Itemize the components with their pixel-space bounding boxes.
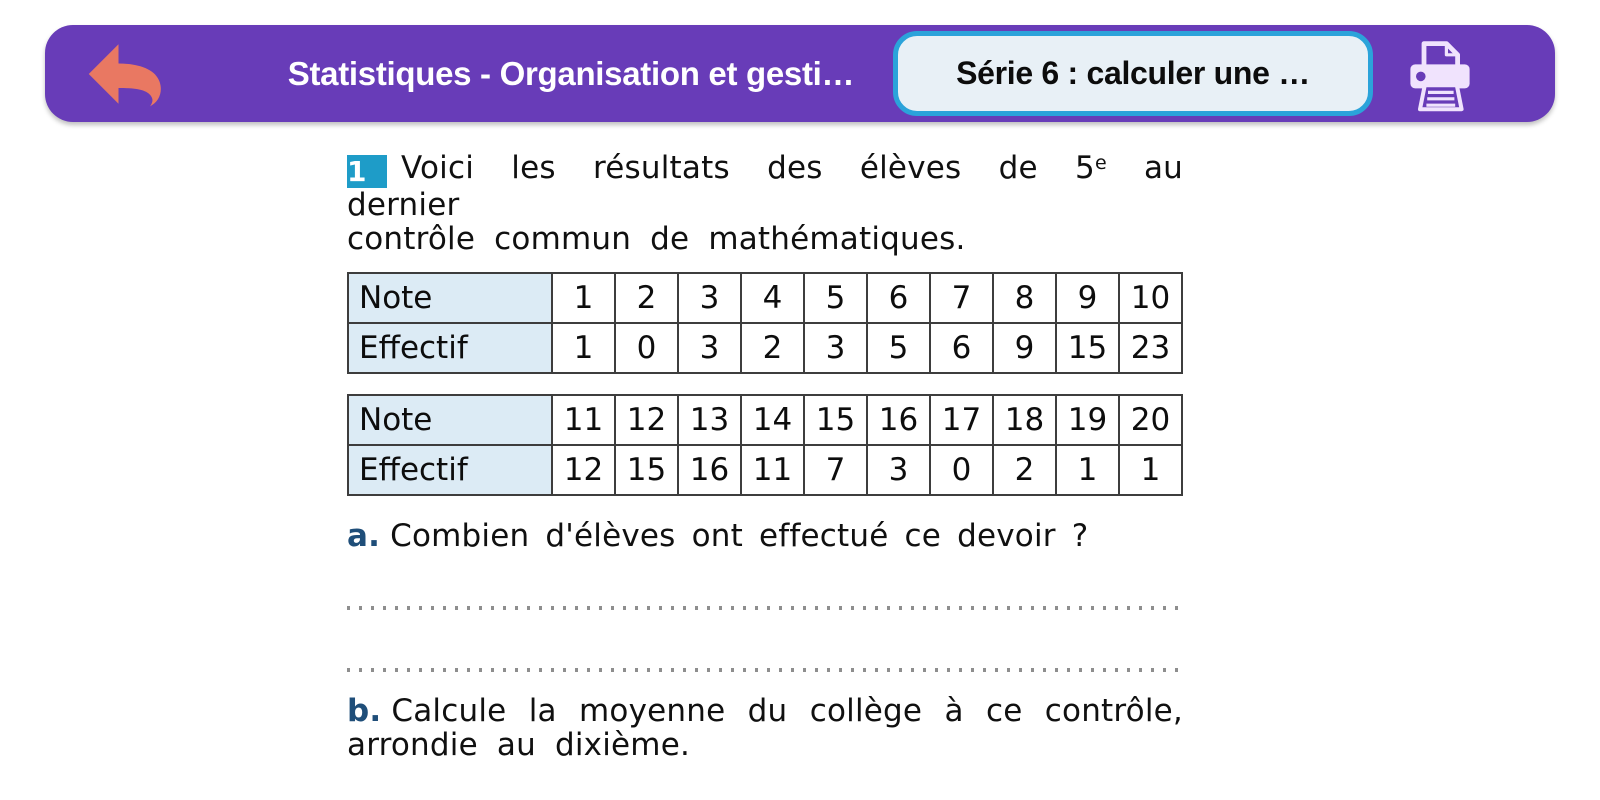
notes-table-11-20 (347, 394, 1183, 496)
value-cell: 12 (552, 445, 615, 495)
value-cell: 19 (1056, 395, 1119, 445)
table-row (348, 445, 1182, 495)
row-label-cell: Note (348, 395, 552, 445)
table-row (348, 273, 1182, 323)
value-cell: 17 (930, 395, 993, 445)
print-button[interactable] (1389, 34, 1491, 114)
value-cell: 16 (867, 395, 930, 445)
value-cell: 11 (741, 445, 804, 495)
value-cell: 2 (741, 323, 804, 373)
question-a: a. Combien d'élèves ont effectué ce devoir ? (347, 518, 1089, 554)
notes-table-1-10 (347, 272, 1183, 374)
value-cell: 7 (930, 273, 993, 323)
value-cell: 15 (615, 445, 678, 495)
row-label-cell: Note (348, 273, 552, 323)
intro-line-1: 1 Voici les résultats des élèves de 5e au dernier (347, 150, 1183, 223)
value-cell: 5 (867, 323, 930, 373)
value-cell: 9 (1056, 273, 1119, 323)
value-cell: 3 (867, 445, 930, 495)
superscript-e: e (1094, 152, 1107, 174)
value-cell: 3 (678, 323, 741, 373)
value-cell: 9 (993, 323, 1056, 373)
value-cell: 7 (804, 445, 867, 495)
question-b-line-1: b. Calcule la moyenne du collège à ce contrôle, (347, 693, 1183, 729)
value-cell: 0 (615, 323, 678, 373)
page-title: Statistiques - Organisation et gesti… (287, 55, 855, 92)
app-header (45, 25, 1555, 122)
data-table (347, 272, 1183, 374)
value-cell: 15 (1056, 323, 1119, 373)
value-cell: 3 (804, 323, 867, 373)
question-a-letter: a. (347, 518, 381, 554)
value-cell: 10 (1119, 273, 1182, 323)
value-cell: 15 (804, 395, 867, 445)
value-cell: 3 (678, 273, 741, 323)
value-cell: 2 (993, 445, 1056, 495)
exercise-number-badge: 1 (347, 155, 387, 188)
value-cell: 0 (930, 445, 993, 495)
answer-line-1[interactable] (347, 606, 1183, 610)
value-cell: 4 (741, 273, 804, 323)
series-selector-button[interactable]: Série 6 : calculer une … (893, 31, 1373, 116)
data-table (347, 394, 1183, 496)
value-cell: 16 (678, 445, 741, 495)
value-cell: 13 (678, 395, 741, 445)
value-cell: 6 (867, 273, 930, 323)
exercise-area (347, 146, 1183, 762)
value-cell: 2 (615, 273, 678, 323)
value-cell: 6 (930, 323, 993, 373)
value-cell: 5 (804, 273, 867, 323)
back-button[interactable] (85, 39, 173, 109)
value-cell: 23 (1119, 323, 1182, 373)
row-label-cell: Effectif (348, 323, 552, 373)
exercise-intro (347, 146, 1183, 256)
value-cell: 1 (552, 323, 615, 373)
value-cell: 12 (615, 395, 678, 445)
intro-line-2: contrôle commun de mathématiques. (347, 221, 966, 257)
question-b-line-2: arrondie au dixième. (347, 727, 691, 763)
value-cell: 8 (993, 273, 1056, 323)
answer-line-2[interactable] (347, 668, 1183, 672)
question-b (347, 694, 1183, 762)
question-b-letter: b. (347, 693, 382, 729)
value-cell: 18 (993, 395, 1056, 445)
value-cell: 14 (741, 395, 804, 445)
value-cell: 11 (552, 395, 615, 445)
back-arrow-icon (85, 97, 173, 112)
value-cell: 1 (552, 273, 615, 323)
table-row (348, 395, 1182, 445)
table-row (348, 323, 1182, 373)
value-cell: 1 (1056, 445, 1119, 495)
value-cell: 1 (1119, 445, 1182, 495)
value-cell: 20 (1119, 395, 1182, 445)
printer-icon (1389, 102, 1491, 117)
row-label-cell: Effectif (348, 445, 552, 495)
